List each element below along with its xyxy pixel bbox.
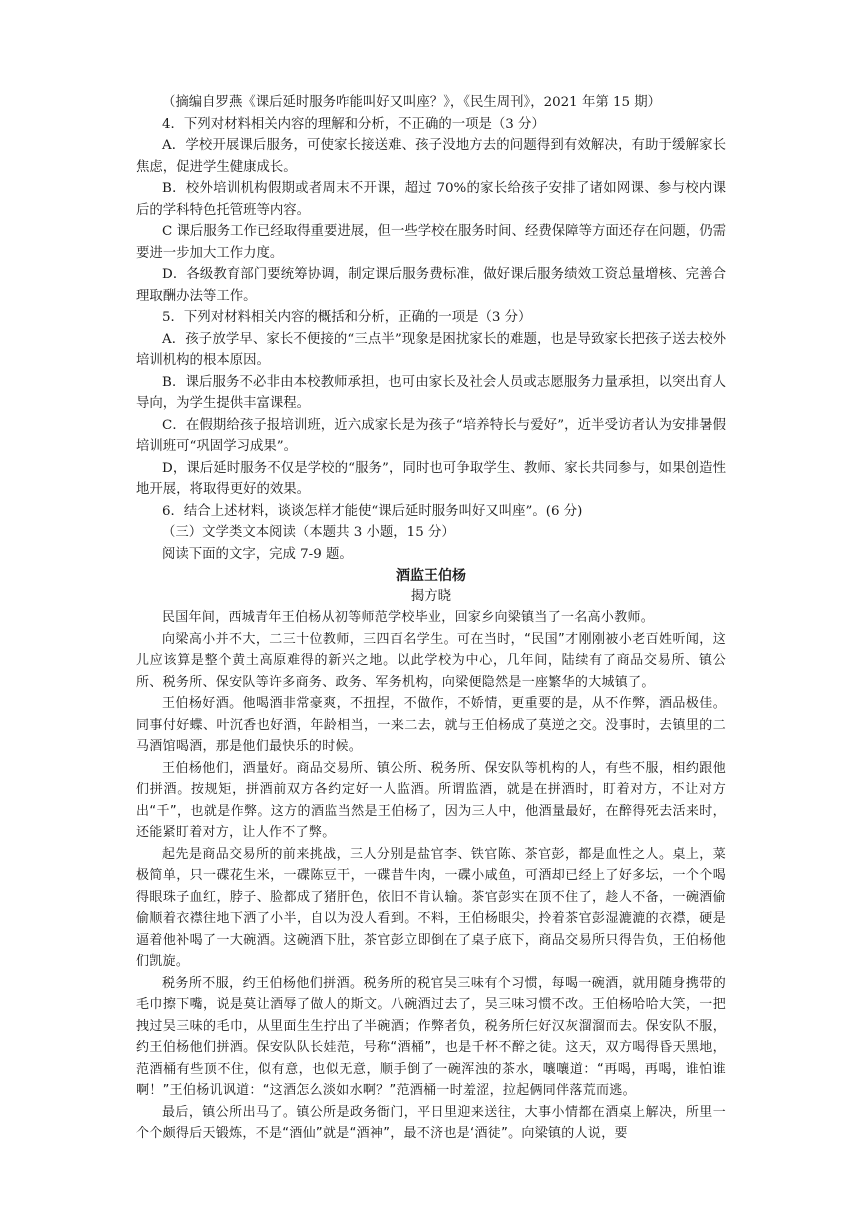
story-paragraph: 税务所不服，约王伯杨他们拼酒。税务所的税官吴三味有个习惯，每喝一碗酒，就用随身携带的毛巾擦下嘴，说是莫让酒辱了做人的斯文。八碗酒过去了，吴三味习惯不改。王伯杨哈哈大笑，一把拽过吴三味的毛巾，从里面生生拧出了半碗酒；作弊者负，税务所仨好汉灰溜溜而去。保安队不服，约王伯杨他们拼酒。保安队队长娃范，号称“酒桶”，也是千杯不醉之徒。这天，双方喝得昏天黑地，范酒桶有些顶不住，似有意，也似无意，顺手倒了一碗浑浊的茶水，嚷嚷道：“再喝，再喝，谁怕谁啊！”王伯杨讥讽道：“这酒怎么淡如水啊？”范酒桶一时羞涩，拉起俩同伴落荒而逃。 bbox=[136, 975, 726, 1098]
question-5-stem: 5．下列对材料相关内容的概括和分析，正确的一项是（3 分） bbox=[162, 310, 532, 325]
story-author: 揭方晓 bbox=[410, 589, 452, 604]
story-paragraph: 王伯杨好酒。他喝酒非常豪爽，不扭捏，不做作，不娇情，更重要的是，从不作弊，酒品极佳。同事付好蝶、叶沉香也好酒，年龄相当，一来二去，就与王伯杨成了莫逆之交。没事时，去镇里的二马酒馆喝酒，那是他们最快乐的时候。 bbox=[136, 696, 726, 754]
question-5-option-d: D，课后延时服务不仅是学校的“服务”，同时也可争取学生、教师、家长共同参与，如果创造性地开展，将取得更好的效果。 bbox=[136, 460, 726, 497]
section-3-instruction: 阅读下面的文字，完成 7-9 题。 bbox=[162, 546, 353, 562]
source-note: （摘编自罗燕《课后延时服务咋能叫好又叫座？》，《民生周刊》，2021 年第 15 期） bbox=[162, 95, 662, 110]
story-paragraph: 起先是商品交易所的前来挑战，三人分别是盐官李、铁官陈、茶官彭，都是血性之人。桌上，菜极简单，只一碟花生米，一碟陈豆干，一碟昔牛肉，一碟小咸鱼，可酒却已经上了好多坛，一个个喝得眼珠子血红，脖子、脸都成了猪肝色，依旧不肯认输。茶官彭实在顶不住了，趁人不备，一碗酒偷偷顺着衣襟往地下洒了小半，自以为没人看到。不料，王伯杨眼尖，拎着茶官彭湿漉漉的衣襟，硬是逼着他补喝了一大碗酒。这碗酒下肚，茶官彭立即倒在了桌子底下，商品交易所只得告负，王伯杨他们凯旋。 bbox=[136, 846, 726, 969]
story-title: 酒监王伯杨 bbox=[396, 568, 466, 584]
question-5-option-a: A．孩子放学早、家长不便接的“三点半”现象是困扰家长的难题，也是导致家长把孩子送去校外培训机构的根本原因。 bbox=[136, 331, 726, 368]
question-4-stem: 4．下列对材料相关内容的理解和分析，不正确的一项是（3 分） bbox=[162, 116, 545, 132]
story-paragraph: 王伯杨他们，酒量好。商品交易所、镇公所、税务所、保安队等机构的人，有些不服，相约跟他们拼酒。按规矩，拼酒前双方各约定好一人监酒。所谓监酒，就是在拼酒时，盯着对方，不让对方出“千”，也就是作弊。这方的酒监当然是王伯杨了，因为三人中，他酒量最好，在醉得死去活来时，还能紧盯着对方，让人作不了弊。 bbox=[136, 760, 726, 840]
story-paragraph: 最后，镇公所出马了。镇公所是政务衙门，平日里迎来送往，大事小情都在酒桌上解决，所里一个个颇得后天锻炼，不是“酒仙”就是“酒神”，最不济也是‘酒徒”。向梁镇的人说，要 bbox=[136, 1104, 726, 1141]
page-content bbox=[136, 92, 726, 1145]
section-3-heading: （三）文学类文本阅读（本题共 3 小题，15 分） bbox=[162, 525, 455, 540]
story-paragraph: 民国年间，西城青年王伯杨从初等师范学校毕业，回家乡向梁镇当了一名高小教师。 bbox=[162, 610, 655, 625]
question-4-option-a: A．学校开展课后服务，可使家长接送难、孩子没地方去的问题得到有效解决，有助于缓解家长焦虑，促进学生健康成长。 bbox=[136, 138, 726, 175]
question-4-option-d: D．各级教育部门要统筹协调，制定课后服务费标准，做好课后服务绩效工资总量增核、完善合理取酬办法等工作。 bbox=[136, 267, 726, 304]
question-4-option-b: B．校外培训机构假期或者周末不开课，超过 70%的家长给孩子安排了诸如网课、参与校内课后的学科特色托管班等内容。 bbox=[136, 181, 726, 218]
story-paragraph: 向梁高小并不大，二三十位教师，三四百名学生。可在当时，“民国”才刚刚被小老百姓听闻，这儿应该算是整个黄土高原难得的新兴之地。以此学校为中心，几年间，陆续有了商品交易所、镇公所、税务所、保安队等许多商务、政务、军务机构，向梁便隐然是一座繁华的大城镇了。 bbox=[136, 631, 726, 690]
question-6-stem: 6．结合上述材料，谈谈怎样才能使“课后延时服务叫好又叫座”。(6 分) bbox=[162, 503, 583, 519]
question-5-option-b: B．课后服务不必非由本校教师承担，也可由家长及社会人员或志愿服务力量承担，以突出育人导向，为学生提供丰富课程。 bbox=[136, 374, 726, 411]
question-5-option-c: C．在假期给孩子报培训班，近六成家长是为孩子“培养特长与爱好”，近半受访者认为安排暑假培训班可“巩固学习成果”。 bbox=[136, 417, 726, 454]
question-4-option-c: C 课后服务工作已经取得重要进展，但一些学校在服务时间、经费保障等方面还存在问题，仍需要进一步加大工作力度。 bbox=[136, 224, 726, 261]
